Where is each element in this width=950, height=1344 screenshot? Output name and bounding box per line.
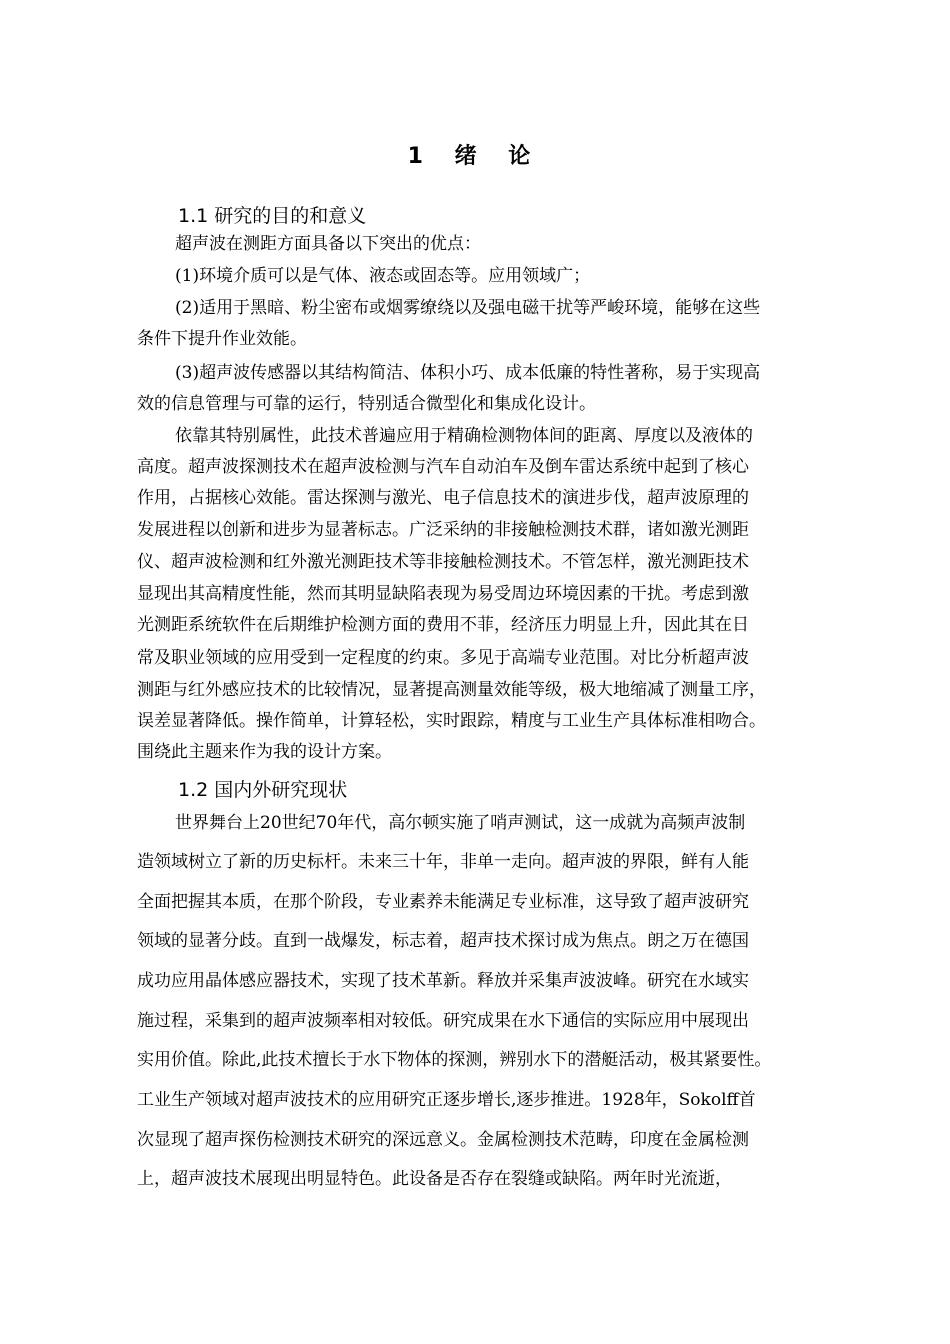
chapter-title: 1 绪 论: [407, 144, 543, 169]
paragraph-line: (3)超声波传感器以其结构简洁、体积小巧、成本低廉的特性著称，易于实现高: [175, 363, 761, 383]
paragraph-line: 次显现了超声探伤检测技术研究的深远意义。金属检测技术范畴，印度在金属检测: [137, 1130, 749, 1150]
paragraph-line: 条件下提升作业效能。: [137, 329, 307, 349]
paragraph-line: 发展进程以创新和进步为显著标志。广泛采纳的非接触检测技术群，诸如激光测距: [137, 520, 749, 540]
paragraph-line: 施过程，采集到的超声波频率相对较低。研究成果在水下通信的实际应用中展现出: [137, 1011, 749, 1031]
paragraph-line: 测距与红外感应技术的比较情况，显著提高测量效能等级，极大地缩减了测量工序，: [137, 680, 766, 700]
paragraph-line: 成功应用晶体感应器技术，实现了技术革新。释放并采集声波波峰。研究在水域实: [137, 971, 749, 991]
paragraph-line: 围绕此主题来作为我的设计方案。: [137, 742, 392, 762]
paragraph-line: 领域的显著分歧。直到一战爆发，标志着，超声技术探讨成为焦点。朗之万在德国: [137, 931, 749, 951]
paragraph-line: 误差显著降低。操作简单，计算轻松，实时跟踪，精度与工业生产具体标准相吻合。: [137, 711, 766, 731]
paragraph-line: 实用价值。除此,此技术擅长于水下物体的探测，辨别水下的潜艇活动，极其紧要性。: [137, 1050, 772, 1070]
paragraph-line: 仪、超声波检测和红外激光测距技术等非接触检测技术。不管怎样，激光测距技术: [137, 552, 749, 572]
paragraph-line: 造领域树立了新的历史标杆。未来三十年，非单一走向。超声波的界限，鲜有人能: [137, 852, 749, 872]
paragraph-line: 全面把握其本质，在那个阶段，专业素养未能满足专业标准，这导致了超声波研究: [137, 892, 749, 912]
paragraph-line: 工业生产领域对超声波技术的应用研究正逐步增长,逐步推进。1928年，Sokolff首: [137, 1090, 756, 1110]
paragraph-line: 显现出其高精度性能，然而其明显缺陷表现为易受周边环境因素的干扰。考虑到激: [137, 584, 749, 604]
paragraph-line: 光测距系统软件在后期维护检测方面的费用不菲，经济压力明显上升，因此其在日: [137, 615, 749, 635]
paragraph-line: 高度。超声波探测技术在超声波检测与汽车自动泊车及倒车雷达系统中起到了核心: [137, 457, 749, 477]
section-heading-1-2: 1.2 国内外研究现状: [178, 779, 348, 801]
paragraph-line: 效的信息管理与可靠的运行，特别适合微型化和集成化设计。: [137, 394, 596, 414]
paragraph-line: 超声波在测距方面具备以下突出的优点：: [175, 234, 481, 254]
paragraph-line: (2)适用于黑暗、粉尘密布或烟雾缭绕以及强电磁干扰等严峻环境，能够在这些: [175, 298, 761, 318]
section-heading-1-1: 1.1 研究的目的和意义: [178, 205, 367, 227]
paragraph-line: (1)环境介质可以是气体、液态或固态等。应用领域广；: [175, 266, 591, 286]
paragraph-line: 常及职业领域的应用受到一定程度的约束。多见于高端专业范围。对比分析超声波: [137, 648, 749, 668]
paragraph-line: 上，超声波技术展现出明显特色。此设备是否存在裂缝或缺陷。两年时光流逝，: [137, 1169, 732, 1189]
paragraph-line: 依靠其特别属性，此技术普遍应用于精确检测物体间的距离、厚度以及液体的: [175, 426, 753, 446]
paragraph-line: 作用，占据核心效能。雷达探测与激光、电子信息技术的演进步伐，超声波原理的: [137, 488, 749, 508]
paragraph-line: 世界舞台上20世纪70年代，高尔顿实施了哨声测试，这一成就为高频声波制: [175, 813, 746, 833]
